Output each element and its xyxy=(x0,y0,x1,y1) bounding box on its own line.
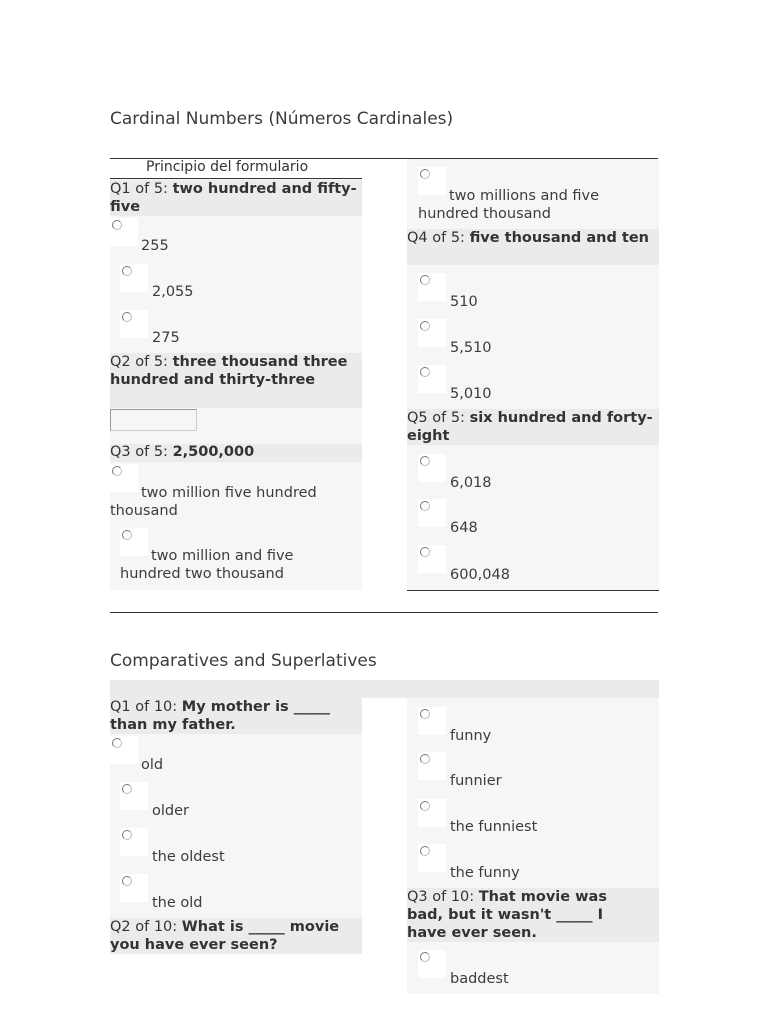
q5-number: Q5 of 5: xyxy=(407,410,470,426)
q3-option-2: two million and five hundred two thousand xyxy=(120,548,294,582)
form-start-label: Principio del formulario xyxy=(146,159,309,175)
right-column-bottom-rule xyxy=(407,590,659,591)
q4-prompt xyxy=(407,229,655,247)
s2-q1-prompt xyxy=(110,698,360,734)
section-title-comparatives: Comparatives and Superlatives xyxy=(110,651,377,671)
q4-text: five thousand and ten xyxy=(469,230,649,246)
q1-option-2: 2,055 xyxy=(152,284,194,300)
s2-q3-text: That movie was bad, but it wasn't _____ I have ever seen. xyxy=(407,889,607,941)
q2-text: three thousand three hundred and thirty-three xyxy=(110,354,348,388)
q3-text: 2,500,000 xyxy=(172,444,255,460)
s2-q1-option-4: the old xyxy=(152,895,203,911)
q2-number: Q2 of 5: xyxy=(110,354,173,370)
q5-radio-2[interactable] xyxy=(418,499,446,527)
s2-q1-text: My mother is _____ than my father. xyxy=(110,699,330,733)
q4-radio-3[interactable] xyxy=(418,365,446,393)
s2-q1-radio-4[interactable] xyxy=(120,874,148,902)
s2-q3-prompt xyxy=(407,888,642,942)
s2-q1-option-2: older xyxy=(152,803,189,819)
section2-top-band xyxy=(110,680,659,698)
s2-q1-option-1: old xyxy=(141,757,164,773)
q1-radio-1[interactable] xyxy=(110,218,138,246)
s2-q2-radio-4[interactable] xyxy=(418,844,446,872)
q1-text: two hundred and fifty-five xyxy=(110,181,357,215)
s2-q1-radio-1[interactable] xyxy=(110,736,138,764)
s2-q3-radio-1[interactable] xyxy=(418,950,446,978)
q4-option-1: 510 xyxy=(450,294,478,310)
section1-bottom-rule xyxy=(110,612,658,613)
q5-radio-3[interactable] xyxy=(418,545,446,573)
q5-option-3: 600,048 xyxy=(450,567,510,583)
s2-q3-option-1: baddest xyxy=(450,971,509,987)
q3-option-3: two millions and five hundred thousand xyxy=(418,188,600,222)
s2-left-column-bg xyxy=(110,698,362,954)
s2-q2-option-2: funnier xyxy=(450,773,502,789)
s2-q2-text: What is _____ movie you have ever seen? xyxy=(110,919,340,953)
s2-q2-option-1: funny xyxy=(450,728,492,744)
s2-q2-radio-1[interactable] xyxy=(418,707,446,735)
q3-option-1: two million five hundred thousand xyxy=(110,485,317,519)
q2-answer-input[interactable] xyxy=(110,409,197,431)
s2-q2-option-3: the funniest xyxy=(450,819,538,835)
q5-prompt xyxy=(407,409,655,445)
q1-prompt xyxy=(110,180,358,216)
q5-option-1: 6,018 xyxy=(450,475,492,491)
q5-radio-1[interactable] xyxy=(418,454,446,482)
q4-option-3: 5,010 xyxy=(450,386,492,402)
q1-option-1: 255 xyxy=(141,238,169,254)
s2-q2-radio-3[interactable] xyxy=(418,799,446,827)
s2-q1-radio-3[interactable] xyxy=(120,828,148,856)
q3-prompt xyxy=(110,443,254,461)
s2-q2-option-4: the funny xyxy=(450,865,520,881)
s2-q2-prompt xyxy=(110,918,360,954)
s2-q2-radio-2[interactable] xyxy=(418,752,446,780)
q1-option-3: 275 xyxy=(152,330,180,346)
section-title-cardinal: Cardinal Numbers (Números Cardinales) xyxy=(110,109,454,129)
q3-number: Q3 of 5: xyxy=(110,444,173,460)
q4-radio-1[interactable] xyxy=(418,273,446,301)
q4-radio-2[interactable] xyxy=(418,319,446,347)
q1-radio-2[interactable] xyxy=(120,264,148,292)
q4-option-2: 5,510 xyxy=(450,340,492,356)
q4-number: Q4 of 5: xyxy=(407,230,470,246)
q1-radio-3[interactable] xyxy=(120,310,148,338)
q1-number: Q1 of 5: xyxy=(110,181,173,197)
s2-q1-radio-2[interactable] xyxy=(120,782,148,810)
s2-q3-number: Q3 of 10: xyxy=(407,889,479,905)
s2-q1-option-3: the oldest xyxy=(152,849,225,865)
q5-option-2: 648 xyxy=(450,520,478,536)
s2-q1-number: Q1 of 10: xyxy=(110,699,182,715)
q5-text: six hundred and forty-eight xyxy=(407,410,653,444)
s2-q2-number: Q2 of 10: xyxy=(110,919,182,935)
q2-prompt xyxy=(110,353,360,389)
